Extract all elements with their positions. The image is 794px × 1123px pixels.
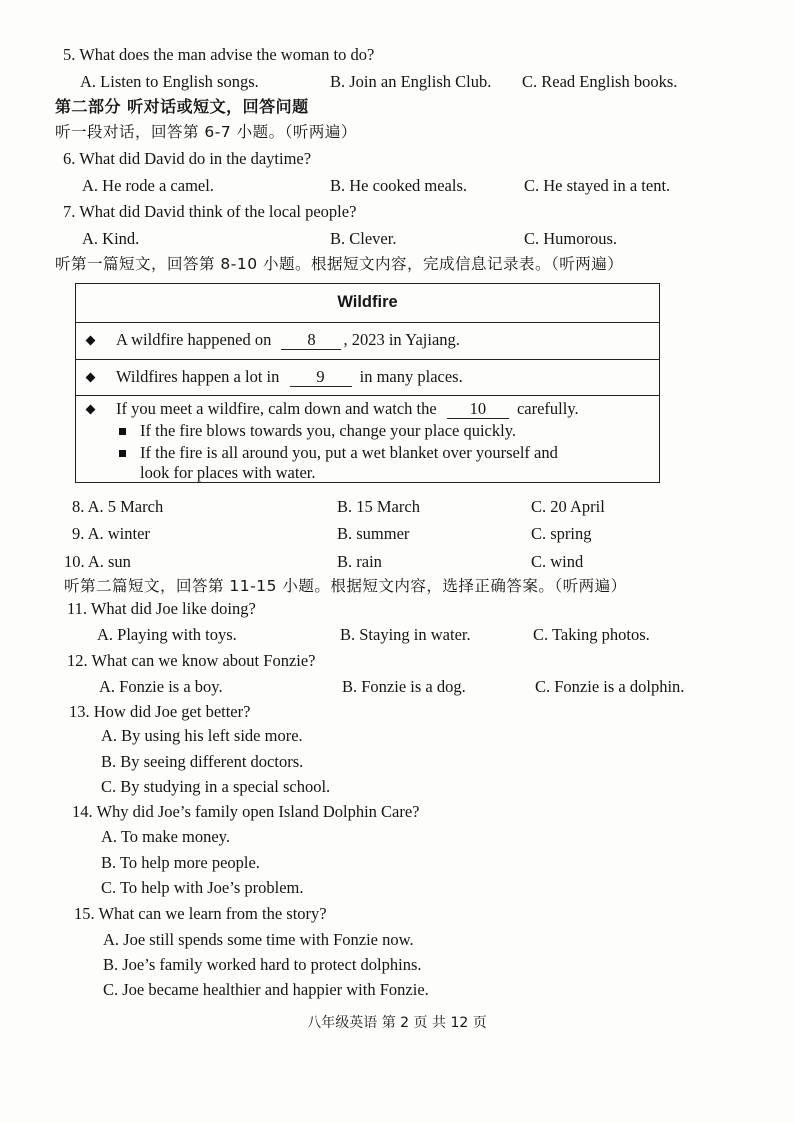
question-5-option-b[interactable]: B. Join an English Club. (330, 72, 492, 91)
row-8-prefix: A wildfire happened on (116, 330, 272, 349)
question-13-option-c[interactable]: C. By studying in a special school. (101, 777, 331, 796)
question-14-stem: 14. Why did Joe’s family open Island Dolphin Care? (72, 802, 420, 821)
question-12-option-c[interactable]: C. Fonzie is a dolphin. (535, 677, 685, 696)
passage1-instruction: 听第一篇短文，回答第 8-10 小题。根据短文内容，完成信息记录表。（听两遍） (55, 255, 624, 273)
question-7-option-b[interactable]: B. Clever. (330, 229, 397, 248)
question-8-option-c[interactable]: C. 20 April (531, 497, 605, 516)
question-14-option-a[interactable]: A. To make money. (101, 827, 230, 846)
question-6-option-c[interactable]: C. He stayed in a tent. (524, 176, 671, 195)
question-11-stem: 11. What did Joe like doing? (67, 599, 256, 618)
question-15-option-b[interactable]: B. Joe’s family worked hard to protect dolphins. (103, 955, 422, 974)
square-bullet-icon (119, 428, 126, 435)
blank-9[interactable]: 9 (290, 368, 352, 387)
row-9-text (116, 367, 463, 387)
row-10-text (116, 399, 579, 419)
question-11-option-b[interactable]: B. Staying in water. (340, 625, 471, 644)
diamond-bullet-icon (86, 405, 96, 415)
table-title: Wildfire (337, 293, 398, 311)
question-15-stem: 15. What can we learn from the story? (74, 904, 327, 923)
question-11-option-a[interactable]: A. Playing with toys. (97, 625, 237, 644)
question-13-option-b[interactable]: B. By seeing different doctors. (101, 752, 304, 771)
table-row-8 (76, 322, 659, 360)
blank-10[interactable]: 10 (447, 400, 509, 419)
question-14-option-b[interactable]: B. To help more people. (101, 853, 260, 872)
question-8-option-a[interactable]: 8. A. 5 March (72, 497, 164, 516)
question-7-option-c[interactable]: C. Humorous. (524, 229, 618, 248)
question-6-stem: 6. What did David do in the daytime? (63, 149, 312, 168)
question-12-option-b[interactable]: B. Fonzie is a dog. (342, 677, 466, 696)
question-12-option-a[interactable]: A. Fonzie is a boy. (99, 677, 223, 696)
question-13-stem: 13. How did Joe get better? (69, 702, 251, 721)
question-10-option-a[interactable]: 10. A. sun (64, 552, 131, 571)
question-6-option-b[interactable]: B. He cooked meals. (330, 176, 468, 195)
question-5-option-a[interactable]: A. Listen to English songs. (80, 72, 259, 91)
row-10-prefix: If you meet a wildfire, calm down and watch the (116, 399, 437, 418)
question-7-option-a[interactable]: A. Kind. (82, 229, 140, 248)
tip-2-line-1: If the fire is all around you, put a wet blanket over yourself and (140, 443, 558, 462)
question-9-option-b[interactable]: B. summer (337, 524, 410, 543)
row-8-suffix: , 2023 in Yajiang. (343, 330, 460, 349)
table-row-9 (76, 359, 659, 396)
question-13-option-a[interactable]: A. By using his left side more. (101, 726, 303, 745)
row-9-suffix: in many places. (359, 367, 463, 386)
square-bullet-icon (119, 450, 126, 457)
part2-heading: 第二部分 听对话或短文，回答问题 (55, 97, 309, 116)
question-10-option-b[interactable]: B. rain (337, 552, 382, 571)
table-row-10 (76, 395, 659, 482)
blank-8[interactable]: 8 (281, 331, 341, 350)
table-title-row (76, 284, 659, 323)
tip-1: If the fire blows towards you, change your place quickly. (140, 421, 517, 440)
row-9-prefix: Wildfires happen a lot in (116, 367, 280, 386)
page-footer: 八年级英语 第 2 页 共 12 页 (307, 1015, 487, 1031)
question-5-option-c[interactable]: C. Read English books. (522, 72, 678, 91)
question-14-option-c[interactable]: C. To help with Joe’s problem. (101, 878, 304, 897)
question-9-option-a[interactable]: 9. A. winter (72, 524, 150, 543)
row-8-text (116, 330, 460, 350)
question-12-stem: 12. What can we know about Fonzie? (67, 651, 316, 670)
question-7-stem: 7. What did David think of the local people? (63, 202, 357, 221)
question-15-option-c[interactable]: C. Joe became healthier and happier with Fonzie. (103, 980, 429, 999)
question-10-option-c[interactable]: C. wind (531, 552, 584, 571)
tip-2-line-2: look for places with water. (140, 463, 316, 482)
wildfire-table (75, 283, 660, 483)
question-9-option-c[interactable]: C. spring (531, 524, 592, 543)
passage2-instruction: 听第二篇短文，回答第 11-15 小题。根据短文内容，选择正确答案。（听两遍） (64, 577, 627, 595)
question-6-option-a[interactable]: A. He rode a camel. (82, 176, 214, 195)
question-15-option-a[interactable]: A. Joe still spends some time with Fonzie now. (103, 930, 414, 949)
diamond-bullet-icon (86, 336, 96, 346)
question-8-option-b[interactable]: B. 15 March (337, 497, 420, 516)
dialog-instruction: 听一段对话，回答第 6-7 小题。（听两遍） (55, 123, 357, 141)
question-5-stem: 5. What does the man advise the woman to do? (63, 45, 375, 64)
question-11-option-c[interactable]: C. Taking photos. (533, 625, 650, 644)
row-10-suffix: carefully. (516, 399, 579, 418)
diamond-bullet-icon (86, 373, 96, 383)
